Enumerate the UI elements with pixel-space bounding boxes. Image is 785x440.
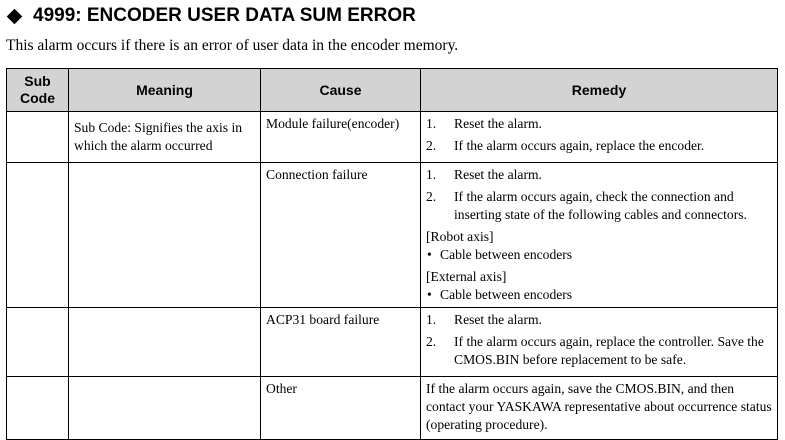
bullet-icon: • (427, 247, 432, 262)
remedy-step: 1. Reset the alarm. (426, 312, 542, 327)
bullet-item: • Cable between encoders (427, 287, 573, 302)
cause-cell: ACP31 board failure (261, 308, 421, 377)
remedy-cell (421, 308, 778, 377)
section-label: [Robot axis] (426, 229, 494, 244)
header-subcode: Sub Code (7, 69, 69, 112)
header-cause: Cause (261, 69, 421, 112)
remedy-cell (421, 163, 778, 308)
remedy-step: 2. If the alarm occurs again, replace the controller. Save the CMOS.BIN before replacement to be safe. (426, 334, 764, 367)
table-row (7, 377, 778, 440)
subcode-cell (7, 163, 69, 308)
table-header-row (7, 69, 778, 112)
subcode-cell (7, 377, 69, 440)
meaning-cell (69, 377, 261, 440)
subcode-cell (7, 308, 69, 377)
section-label: [External axis] (426, 269, 507, 284)
bullet-icon: • (427, 287, 432, 302)
page-title (6, 5, 416, 27)
intro-text: This alarm occurs if there is an error of user data in the encoder memory. (6, 37, 459, 54)
meaning-cell: Sub Code: Signifies the axis in which the alarm occurred (69, 112, 261, 163)
table-row (7, 308, 778, 377)
alarm-table (6, 68, 778, 440)
header-remedy: Remedy (421, 69, 778, 112)
header-meaning: Meaning (69, 69, 261, 112)
cause-cell: Other (261, 377, 421, 440)
remedy-step: 1. Reset the alarm. (426, 167, 542, 182)
meaning-cell (69, 308, 261, 377)
cause-cell: Connection failure (261, 163, 421, 308)
remedy-step: 1. Reset the alarm. (426, 116, 542, 131)
remedy-cell (421, 112, 778, 163)
remedy-step: 2. If the alarm occurs again, check the connection and inserting state of the following cables and connectors. (426, 189, 747, 222)
table-row (7, 163, 778, 308)
subcode-cell (7, 112, 69, 163)
title-text: 4999: ENCODER USER DATA SUM ERROR (33, 5, 416, 26)
diamond-icon (7, 8, 23, 24)
cause-cell: Module failure(encoder) (261, 112, 421, 163)
table-row (7, 112, 778, 163)
meaning-cell (69, 163, 261, 308)
remedy-cell: If the alarm occurs again, save the CMOS.BIN, and then contact your YASKAWA representative about occurrence status (operating procedure). (421, 377, 778, 440)
remedy-step: 2. If the alarm occurs again, replace the encoder. (426, 138, 705, 153)
bullet-item: • Cable between encoders (427, 247, 573, 262)
